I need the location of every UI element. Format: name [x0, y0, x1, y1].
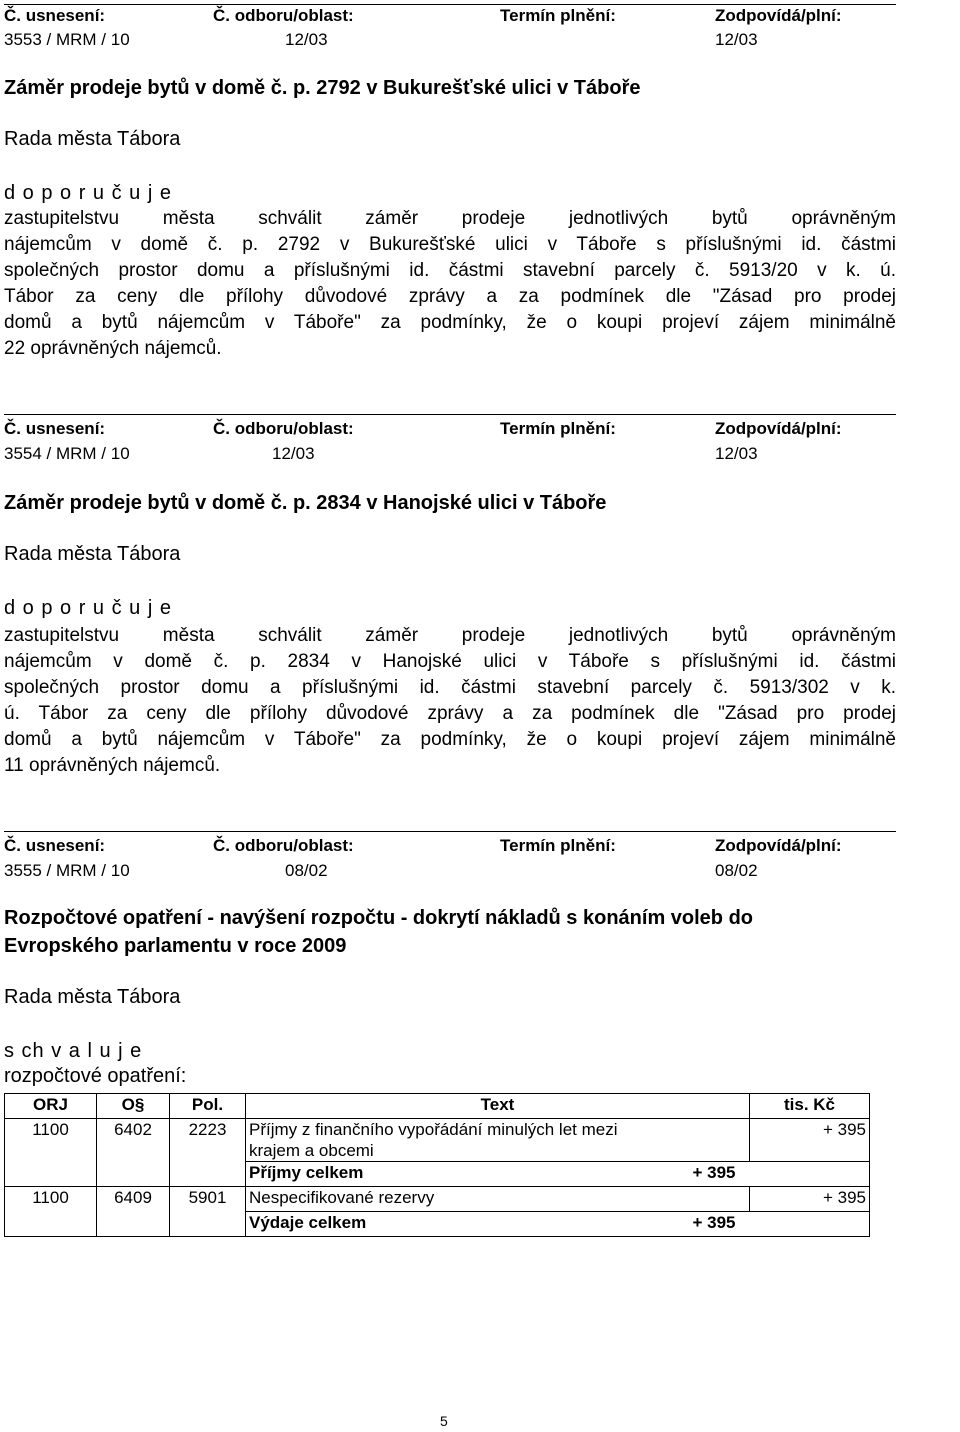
cell-total-label: Příjmy celkem	[246, 1162, 693, 1187]
text-line: 11 oprávněných nájemců.	[4, 755, 221, 776]
header-zodpovida: Zodpovídá/plní:	[715, 6, 842, 25]
cell-total-label: Výdaje celkem	[246, 1212, 693, 1237]
text-line: zastupitelstvu města schválit záměr prodeje jednotlivých bytů oprávněným	[4, 208, 896, 229]
section-divider	[4, 831, 896, 832]
text-line: 22 oprávněných nájemců.	[4, 338, 222, 359]
col-header-orj: ORJ	[5, 1094, 97, 1119]
text-line: společných prostor domu a příslušnými id. částmi stavební parcely č. 5913/302 v k.	[4, 677, 896, 698]
header-termin: Termín plnění:	[500, 419, 616, 438]
col-header-amount: tis. Kč	[750, 1094, 870, 1119]
text-line: domů a bytů nájemcům v Táboře" za podmínky, že o koupi projeví zájem minimálně	[4, 312, 896, 333]
col-header-text: Text	[246, 1094, 750, 1119]
cell-total-amount: + 395	[693, 1162, 870, 1187]
cell-text-line: krajem a obcemi	[249, 1141, 374, 1160]
cell-amount: + 395	[750, 1119, 870, 1162]
header-usneseni: Č. usnesení:	[4, 6, 106, 25]
cell-pol: 5901	[170, 1187, 246, 1237]
resolution-number: 3554 / MRM / 10	[4, 444, 130, 463]
zodpovida-value: 08/02	[715, 861, 758, 880]
cell-orj: 1100	[5, 1119, 97, 1187]
header-termin: Termín plnění:	[500, 6, 616, 25]
termin-value: 08/02	[285, 861, 328, 880]
section-title-line: Rozpočtové opatření - navýšení rozpočtu - dokrytí nákladů s konáním voleb do	[4, 907, 754, 929]
section-title: Záměr prodeje bytů v domě č. p. 2792 v Bukurešťské ulici v Táboře	[4, 77, 641, 99]
header-odbor: Č. odboru/oblast:	[213, 419, 354, 438]
resolution-verb: s ch v a l u j e	[4, 1040, 143, 1062]
resolution-number: 3553 / MRM / 10	[4, 30, 130, 49]
header-termin: Termín plnění:	[500, 836, 616, 855]
text-line: zastupitelstvu města schválit záměr prodeje jednotlivých bytů oprávněným	[4, 625, 896, 646]
termin-value: 12/03	[272, 444, 315, 463]
cell-amount: + 395	[750, 1187, 870, 1212]
cell-o: 6402	[97, 1119, 170, 1187]
cell-o: 6409	[97, 1187, 170, 1237]
table-row	[5, 1187, 870, 1212]
budget-intro: rozpočtové opatření:	[4, 1065, 187, 1087]
text-line: domů a bytů nájemcům v Táboře" za podmínky, že o koupi projeví zájem minimálně	[4, 729, 896, 750]
cell-text-line: Příjmy z finančního vypořádání minulých let mezi	[249, 1120, 618, 1139]
section-divider	[4, 414, 896, 415]
zodpovida-value: 12/03	[715, 30, 758, 49]
text-line: nájemcům v domě č. p. 2792 v Bukurešťské ulici v Táboře s příslušnými id. částmi	[4, 234, 896, 255]
cell-text	[246, 1119, 750, 1162]
header-usneseni: Č. usnesení:	[4, 419, 106, 438]
council-name: Rada města Tábora	[4, 986, 181, 1008]
zodpovida-value: 12/03	[715, 444, 758, 463]
header-zodpovida: Zodpovídá/plní:	[715, 836, 842, 855]
col-header-pol: Pol.	[170, 1094, 246, 1119]
resolution-verb: d o p o r u č u j e	[4, 182, 172, 204]
text-line: nájemcům v domě č. p. 2834 v Hanojské ulici v Táboře s příslušnými id. částmi	[4, 651, 896, 672]
resolution-verb: d o p o r u č u j e	[4, 597, 172, 619]
text-line: Tábor za ceny dle přílohy důvodové zprávy a za podmínek dle "Zásad pro prodej	[4, 286, 896, 307]
section-divider	[4, 4, 896, 5]
header-usneseni: Č. usnesení:	[4, 836, 106, 855]
cell-pol: 2223	[170, 1119, 246, 1187]
section-title-line: Evropského parlamentu v roce 2009	[4, 935, 347, 957]
council-name: Rada města Tábora	[4, 128, 181, 150]
header-zodpovida: Zodpovídá/plní:	[715, 419, 842, 438]
termin-value: 12/03	[285, 30, 328, 49]
text-line: společných prostor domu a příslušnými id. částmi stavební parcely č. 5913/20 v k. ú.	[4, 260, 896, 281]
cell-total-amount: + 395	[693, 1212, 870, 1237]
page-number: 5	[440, 1413, 448, 1429]
resolution-text	[4, 206, 896, 362]
table-header-row	[5, 1094, 870, 1119]
section-title: Záměr prodeje bytů v domě č. p. 2834 v Hanojské ulici v Táboře	[4, 492, 607, 514]
col-header-o: O§	[97, 1094, 170, 1119]
council-name: Rada města Tábora	[4, 543, 181, 565]
table-row	[5, 1119, 870, 1162]
cell-text: Nespecifikované rezervy	[246, 1187, 750, 1212]
resolution-text	[4, 623, 896, 779]
text-line: ú. Tábor za ceny dle přílohy důvodové zprávy a za podmínek dle "Zásad pro prodej	[4, 703, 896, 724]
resolution-number: 3555 / MRM / 10	[4, 861, 130, 880]
header-odbor: Č. odboru/oblast:	[213, 6, 354, 25]
budget-table	[4, 1093, 870, 1237]
cell-orj: 1100	[5, 1187, 97, 1237]
header-odbor: Č. odboru/oblast:	[213, 836, 354, 855]
